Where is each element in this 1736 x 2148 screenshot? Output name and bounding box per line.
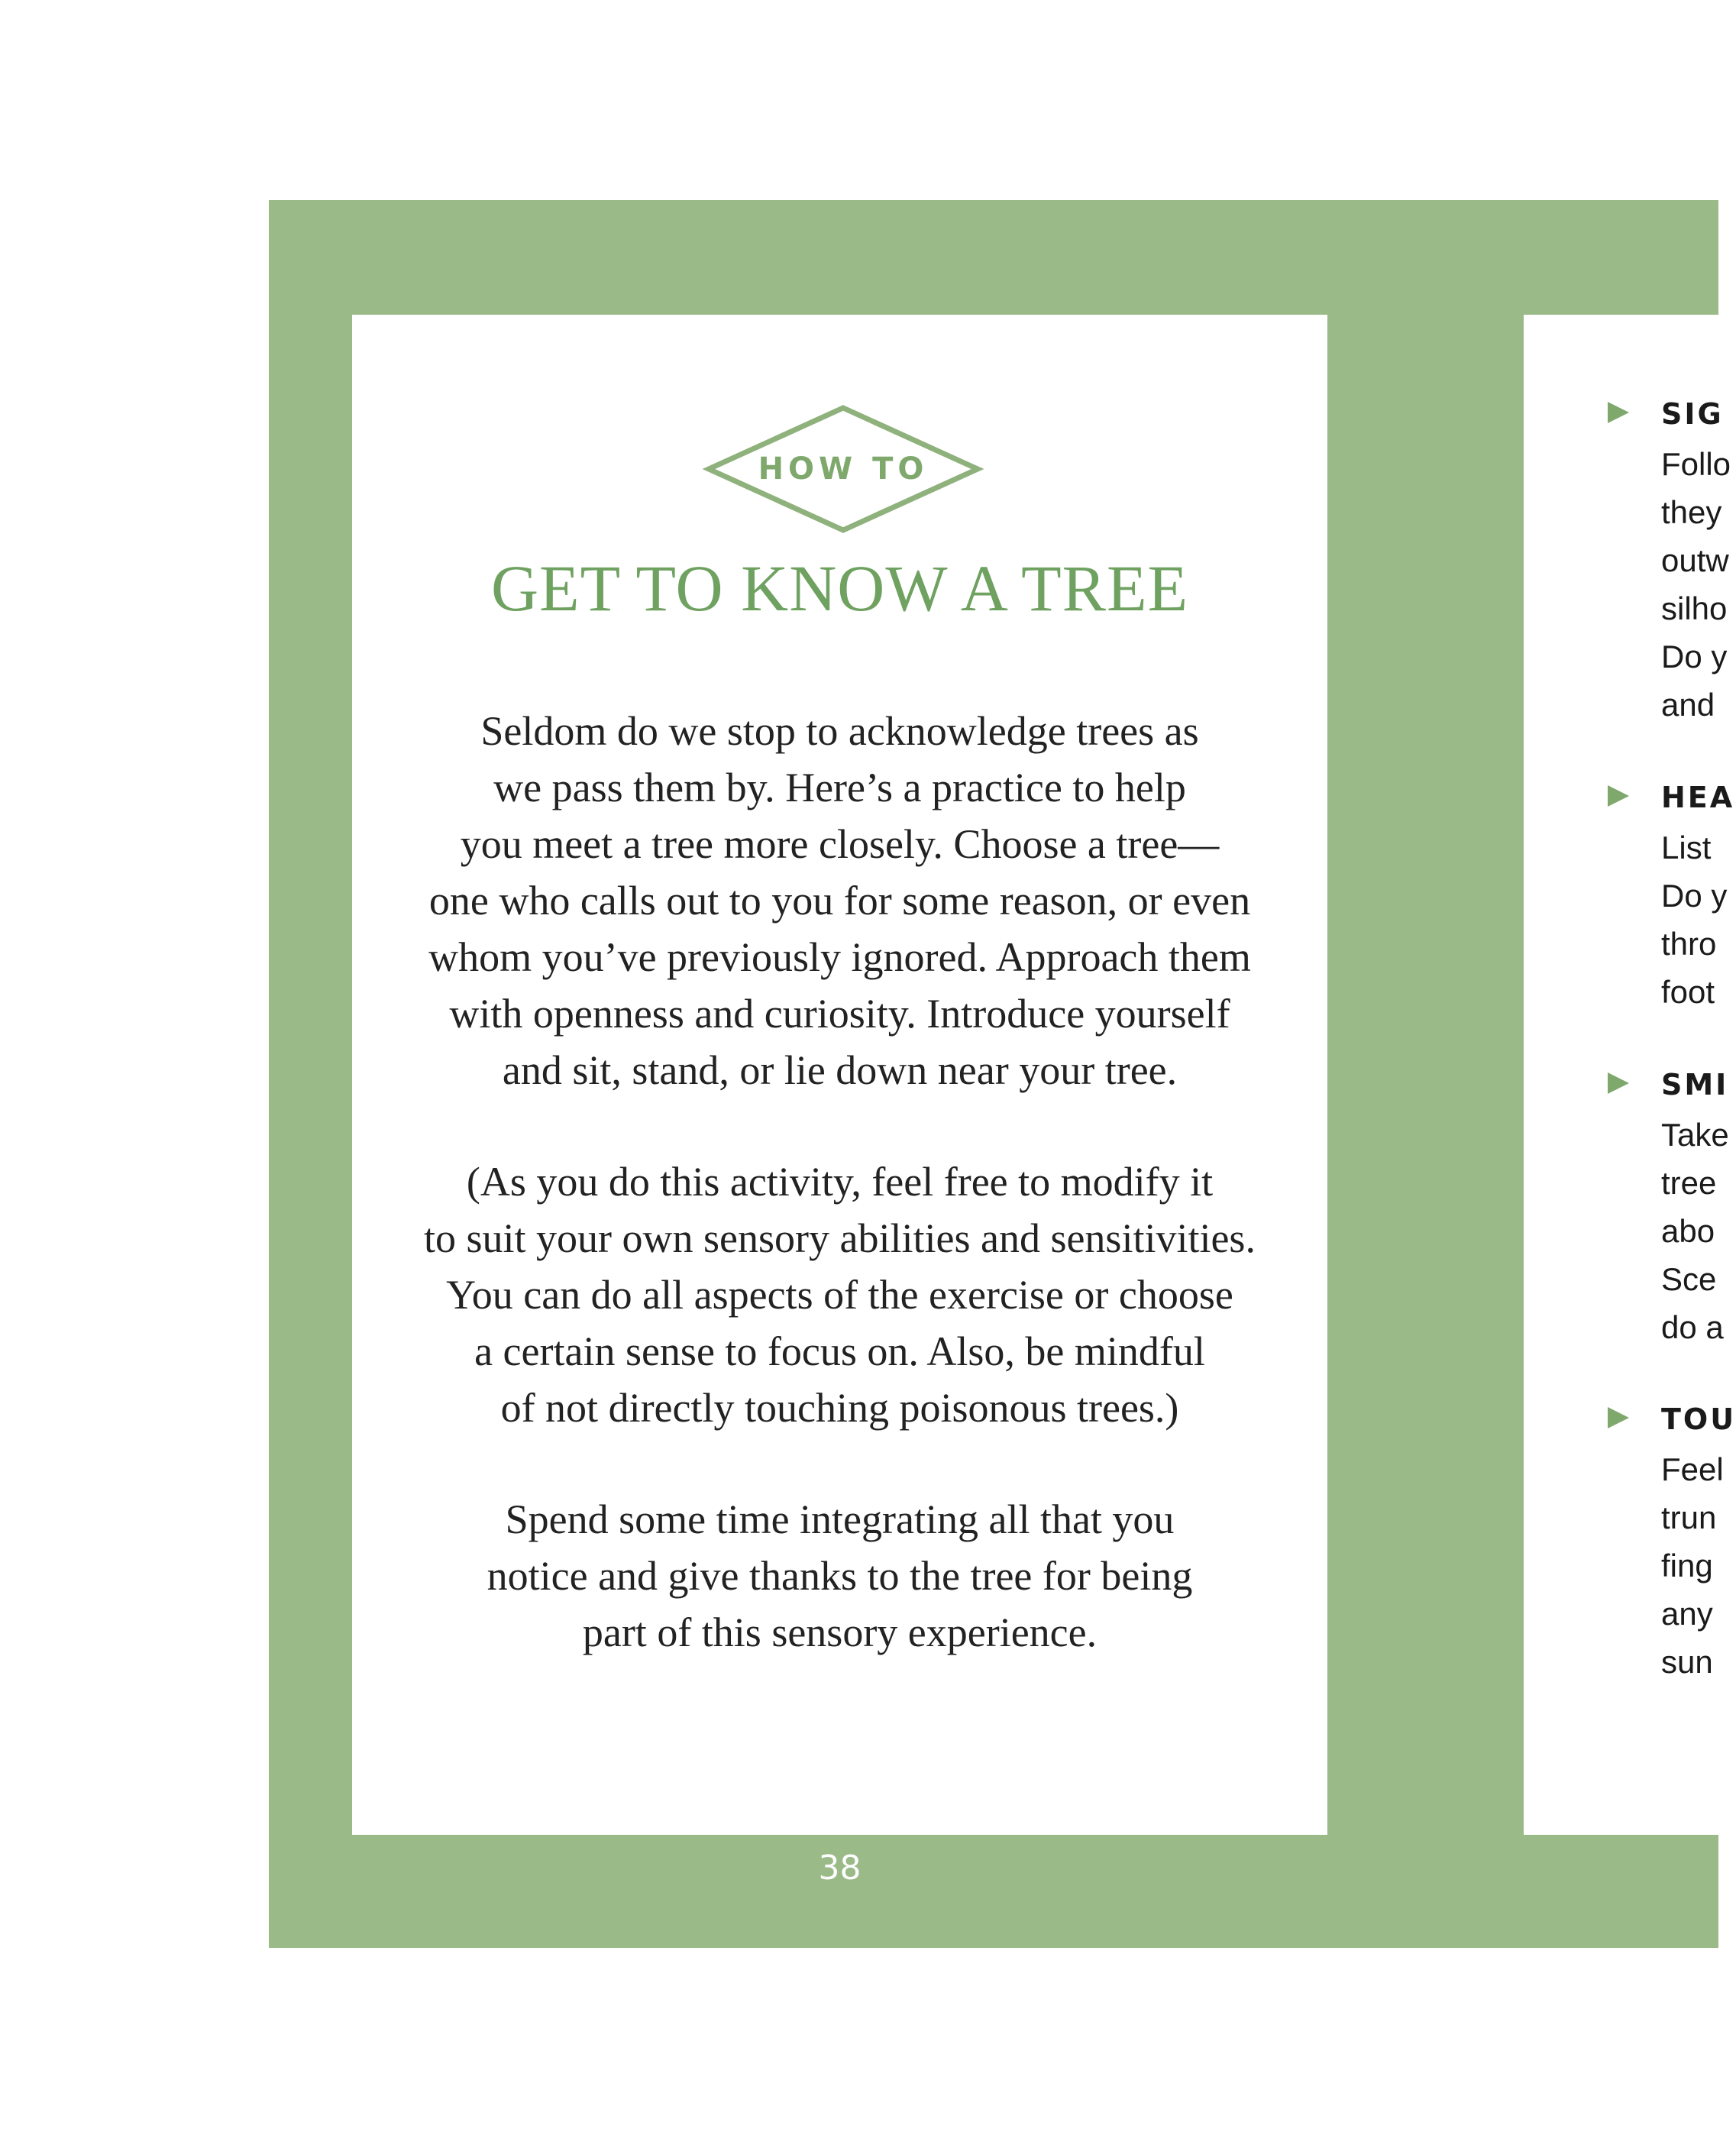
page-number: 38 — [818, 1849, 862, 1888]
paragraph-line: You can do all aspects of the exercise or choose — [446, 1272, 1233, 1318]
section-line: Do y — [1661, 878, 1728, 914]
section-line: fing — [1661, 1548, 1713, 1584]
section-line: Follo — [1661, 446, 1731, 482]
paragraph-line: (As you do this activity, feel free to modify it — [466, 1159, 1214, 1205]
paragraph-line: with openness and curiosity. Introduce yourself — [449, 991, 1230, 1037]
section-line: abo — [1661, 1213, 1715, 1249]
arrow-right-icon — [1608, 1072, 1629, 1094]
right-page-partial — [1524, 315, 1736, 1835]
section-line: outw — [1661, 542, 1729, 578]
section-line: Do y — [1661, 639, 1728, 674]
section-text — [1661, 1111, 1729, 1351]
closing-paragraph — [398, 1491, 1282, 1661]
arrow-right-icon — [1608, 402, 1629, 423]
section-text — [1661, 440, 1731, 729]
section-line: List — [1661, 830, 1712, 865]
page-title: GET TO KNOW A TREE — [490, 552, 1189, 625]
section-line: silho — [1661, 590, 1728, 626]
section-line: Feel — [1661, 1451, 1724, 1487]
section-line: tree — [1661, 1165, 1717, 1201]
how-to-badge — [706, 405, 981, 533]
paragraph-line: whom you’ve previously ignored. Approach them — [428, 934, 1251, 980]
section-line: and — [1661, 687, 1715, 723]
section-heading: TOU — [1661, 1402, 1736, 1436]
paragraph-line: and sit, stand, or lie down near your tree. — [502, 1047, 1178, 1093]
section-line: sun — [1661, 1644, 1713, 1680]
section-line: foot — [1661, 974, 1715, 1010]
section-line: they — [1661, 494, 1722, 530]
section-line: trun — [1661, 1499, 1717, 1535]
paragraph-line: Spend some time integrating all that you — [505, 1496, 1175, 1542]
paragraph-line: Seldom do we stop to acknowledge trees as — [480, 708, 1199, 754]
paragraph-line: to suit your own sensory abilities and sensitivities. — [424, 1215, 1256, 1261]
section-heading: HEA — [1661, 781, 1735, 814]
paragraph-line: one who calls out to you for some reason, or even — [428, 878, 1251, 924]
section-text — [1661, 1445, 1724, 1686]
section-line: thro — [1661, 926, 1717, 962]
arrow-right-icon — [1608, 785, 1629, 807]
arrow-right-icon — [1608, 1407, 1629, 1428]
section-line: do a — [1661, 1309, 1724, 1345]
section-line: Sce — [1661, 1261, 1717, 1297]
paragraph-line: you meet a tree more closely. Choose a tree— — [460, 821, 1220, 867]
section-heading: SIG — [1661, 397, 1724, 431]
left-page — [352, 315, 1327, 1835]
section-heading: SMI — [1661, 1068, 1729, 1101]
section-line: any — [1661, 1596, 1713, 1632]
paragraph-line: we pass them by. Here’s a practice to help — [493, 765, 1186, 810]
section-text — [1661, 823, 1727, 1016]
paragraph-line: notice and give thanks to the tree for being — [487, 1553, 1193, 1599]
paragraph-line: a certain sense to focus on. Also, be mindful — [474, 1328, 1205, 1374]
section-line: Take — [1661, 1117, 1729, 1153]
paragraph-line: part of this sensory experience. — [582, 1609, 1098, 1655]
intro-paragraph — [398, 703, 1282, 1098]
paragraph-line: of not directly touching poisonous trees.) — [500, 1385, 1179, 1431]
note-paragraph — [398, 1153, 1282, 1436]
badge-label: HOW TO — [758, 451, 929, 487]
